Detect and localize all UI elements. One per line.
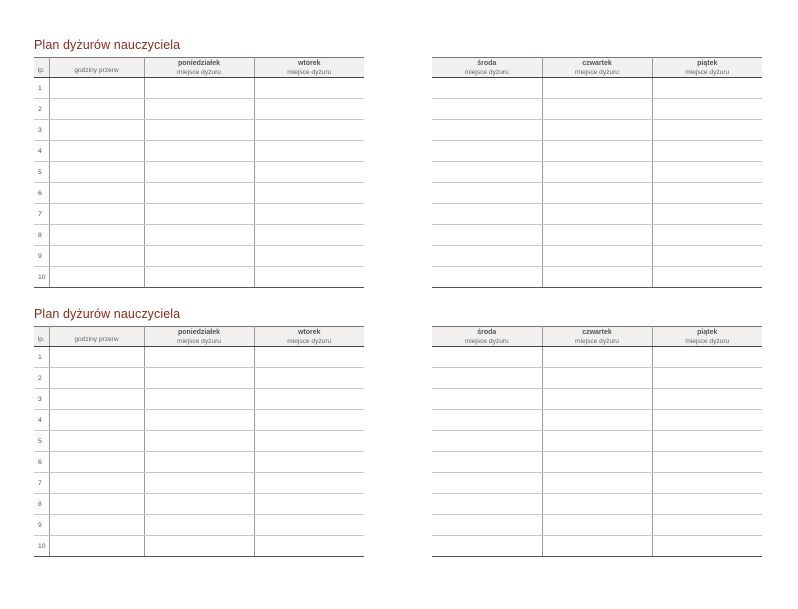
wednesday-duty-cell[interactable] [432, 347, 542, 368]
friday-duty-cell[interactable] [652, 141, 762, 162]
tuesday-duty-cell[interactable] [254, 473, 364, 494]
break-hours-cell[interactable] [49, 515, 144, 536]
monday-duty-cell[interactable] [144, 389, 254, 410]
duty-table-right [432, 326, 762, 557]
table-row [34, 99, 364, 120]
friday-duty-cell[interactable] [652, 204, 762, 225]
header-day-friday: piątek miejsce dyżuru [652, 327, 762, 347]
thursday-duty-cell[interactable] [542, 473, 652, 494]
thursday-duty-cell[interactable] [542, 431, 652, 452]
table-row [34, 78, 364, 99]
wednesday-duty-cell[interactable] [432, 368, 542, 389]
thursday-duty-cell[interactable] [542, 246, 652, 267]
table-row [432, 183, 762, 204]
table-row [34, 515, 364, 536]
friday-duty-cell[interactable] [652, 162, 762, 183]
monday-duty-cell[interactable] [144, 162, 254, 183]
table-row [432, 473, 762, 494]
monday-duty-cell[interactable] [144, 431, 254, 452]
friday-duty-cell[interactable] [652, 410, 762, 431]
wednesday-duty-cell[interactable] [432, 99, 542, 120]
table-row [432, 347, 762, 368]
wednesday-duty-cell[interactable] [432, 452, 542, 473]
thursday-duty-cell[interactable] [542, 267, 652, 288]
header-day-tuesday: wtorek miejsce dyżuru [254, 58, 364, 78]
break-hours-cell[interactable] [49, 267, 144, 288]
wednesday-duty-cell[interactable] [432, 246, 542, 267]
friday-duty-cell[interactable] [652, 494, 762, 515]
header-lp: lp. [34, 58, 49, 78]
header-breaks: godziny przerw [49, 58, 144, 78]
tuesday-duty-cell[interactable] [254, 225, 364, 246]
row-number: 7 [34, 204, 49, 225]
break-hours-cell[interactable] [49, 473, 144, 494]
friday-duty-cell[interactable] [652, 515, 762, 536]
header-day-wednesday: środa miejsce dyżuru [432, 327, 542, 347]
break-hours-cell[interactable] [49, 410, 144, 431]
row-number: 6 [34, 452, 49, 473]
row-number: 7 [34, 473, 49, 494]
thursday-duty-cell[interactable] [542, 78, 652, 99]
header-day-monday: poniedziałek miejsce dyżuru [144, 58, 254, 78]
table-row [34, 368, 364, 389]
monday-duty-cell[interactable] [144, 347, 254, 368]
table-row [432, 452, 762, 473]
row-number: 3 [34, 120, 49, 141]
friday-duty-cell[interactable] [652, 267, 762, 288]
row-number: 4 [34, 410, 49, 431]
break-hours-cell[interactable] [49, 368, 144, 389]
tuesday-duty-cell[interactable] [254, 99, 364, 120]
thursday-duty-cell[interactable] [542, 347, 652, 368]
monday-duty-cell[interactable] [144, 536, 254, 557]
table-row [432, 536, 762, 557]
table-header-row [34, 327, 364, 347]
break-hours-cell[interactable] [49, 225, 144, 246]
monday-duty-cell[interactable] [144, 494, 254, 515]
wednesday-duty-cell[interactable] [432, 162, 542, 183]
break-hours-cell[interactable] [49, 183, 144, 204]
table-row [432, 246, 762, 267]
break-hours-cell[interactable] [49, 431, 144, 452]
thursday-duty-cell[interactable] [542, 141, 652, 162]
table-row [34, 120, 364, 141]
friday-duty-cell[interactable] [652, 246, 762, 267]
table-header-row [432, 58, 762, 78]
table-row [432, 267, 762, 288]
break-hours-cell[interactable] [49, 78, 144, 99]
table-row [432, 78, 762, 99]
duty-table-left [34, 57, 364, 288]
monday-duty-cell[interactable] [144, 368, 254, 389]
table-row [34, 410, 364, 431]
friday-duty-cell[interactable] [652, 473, 762, 494]
thursday-duty-cell[interactable] [542, 389, 652, 410]
break-hours-cell[interactable] [49, 120, 144, 141]
wednesday-duty-cell[interactable] [432, 473, 542, 494]
table-row [34, 267, 364, 288]
tuesday-duty-cell[interactable] [254, 389, 364, 410]
monday-duty-cell[interactable] [144, 120, 254, 141]
monday-duty-cell[interactable] [144, 99, 254, 120]
monday-duty-cell[interactable] [144, 141, 254, 162]
row-number: 5 [34, 431, 49, 452]
tuesday-duty-cell[interactable] [254, 162, 364, 183]
monday-duty-cell[interactable] [144, 225, 254, 246]
tuesday-duty-cell[interactable] [254, 78, 364, 99]
row-number: 4 [34, 141, 49, 162]
header-breaks: godziny przerw [49, 327, 144, 347]
table-row [34, 183, 364, 204]
monday-duty-cell[interactable] [144, 204, 254, 225]
monday-duty-cell[interactable] [144, 515, 254, 536]
table-row [34, 141, 364, 162]
monday-duty-cell[interactable] [144, 78, 254, 99]
header-day-thursday: czwartek miejsce dyżuru [542, 58, 652, 78]
monday-duty-cell[interactable] [144, 246, 254, 267]
row-number: 1 [34, 347, 49, 368]
table-row [34, 431, 364, 452]
thursday-duty-cell[interactable] [542, 452, 652, 473]
table-header-row [34, 58, 364, 78]
header-day-friday: piątek miejsce dyżuru [652, 58, 762, 78]
monday-duty-cell[interactable] [144, 452, 254, 473]
friday-duty-cell[interactable] [652, 347, 762, 368]
monday-duty-cell[interactable] [144, 473, 254, 494]
thursday-duty-cell[interactable] [542, 410, 652, 431]
header-day-wednesday: środa miejsce dyżuru [432, 58, 542, 78]
friday-duty-cell[interactable] [652, 183, 762, 204]
page-title: Plan dyżurów nauczyciela [34, 38, 181, 52]
thursday-duty-cell[interactable] [542, 494, 652, 515]
thursday-duty-cell[interactable] [542, 99, 652, 120]
table-row [432, 120, 762, 141]
wednesday-duty-cell[interactable] [432, 494, 542, 515]
thursday-duty-cell[interactable] [542, 515, 652, 536]
monday-duty-cell[interactable] [144, 410, 254, 431]
wednesday-duty-cell[interactable] [432, 431, 542, 452]
table-row [34, 536, 364, 557]
wednesday-duty-cell[interactable] [432, 515, 542, 536]
table-row [432, 225, 762, 246]
header-day-thursday: czwartek miejsce dyżuru [542, 327, 652, 347]
row-number: 9 [34, 246, 49, 267]
thursday-duty-cell[interactable] [542, 162, 652, 183]
table-row [34, 347, 364, 368]
tuesday-duty-cell[interactable] [254, 141, 364, 162]
tuesday-duty-cell[interactable] [254, 120, 364, 141]
tuesday-duty-cell[interactable] [254, 347, 364, 368]
row-number: 6 [34, 183, 49, 204]
row-number: 10 [34, 536, 49, 557]
wednesday-duty-cell[interactable] [432, 204, 542, 225]
friday-duty-cell[interactable] [652, 225, 762, 246]
wednesday-duty-cell[interactable] [432, 183, 542, 204]
tuesday-duty-cell[interactable] [254, 204, 364, 225]
table-row [34, 494, 364, 515]
page-title: Plan dyżurów nauczyciela [34, 307, 181, 321]
table-row [432, 162, 762, 183]
wednesday-duty-cell[interactable] [432, 141, 542, 162]
row-number: 9 [34, 515, 49, 536]
row-number: 10 [34, 267, 49, 288]
tuesday-duty-cell[interactable] [254, 410, 364, 431]
wednesday-duty-cell[interactable] [432, 267, 542, 288]
row-number: 8 [34, 494, 49, 515]
table-row [34, 162, 364, 183]
wednesday-duty-cell[interactable] [432, 536, 542, 557]
friday-duty-cell[interactable] [652, 452, 762, 473]
table-row [432, 99, 762, 120]
thursday-duty-cell[interactable] [542, 536, 652, 557]
table-row [34, 204, 364, 225]
thursday-duty-cell[interactable] [542, 225, 652, 246]
friday-duty-cell[interactable] [652, 120, 762, 141]
row-number: 1 [34, 78, 49, 99]
break-hours-cell[interactable] [49, 452, 144, 473]
tuesday-duty-cell[interactable] [254, 536, 364, 557]
table-row [432, 141, 762, 162]
tuesday-duty-cell[interactable] [254, 452, 364, 473]
duty-table-left [34, 326, 364, 557]
header-day-monday: poniedziałek miejsce dyżuru [144, 327, 254, 347]
tuesday-duty-cell[interactable] [254, 246, 364, 267]
break-hours-cell[interactable] [49, 536, 144, 557]
thursday-duty-cell[interactable] [542, 204, 652, 225]
table-row [432, 515, 762, 536]
table-row [34, 389, 364, 410]
tuesday-duty-cell[interactable] [254, 431, 364, 452]
tuesday-duty-cell[interactable] [254, 494, 364, 515]
monday-duty-cell[interactable] [144, 183, 254, 204]
wednesday-duty-cell[interactable] [432, 410, 542, 431]
friday-duty-cell[interactable] [652, 389, 762, 410]
wednesday-duty-cell[interactable] [432, 78, 542, 99]
row-number: 2 [34, 99, 49, 120]
break-hours-cell[interactable] [49, 494, 144, 515]
monday-duty-cell[interactable] [144, 267, 254, 288]
wednesday-duty-cell[interactable] [432, 120, 542, 141]
row-number: 3 [34, 389, 49, 410]
wednesday-duty-cell[interactable] [432, 225, 542, 246]
break-hours-cell[interactable] [49, 347, 144, 368]
friday-duty-cell[interactable] [652, 368, 762, 389]
table-row [34, 246, 364, 267]
thursday-duty-cell[interactable] [542, 183, 652, 204]
break-hours-cell[interactable] [49, 389, 144, 410]
table-row [34, 473, 364, 494]
table-row [432, 368, 762, 389]
table-row [34, 452, 364, 473]
break-hours-cell[interactable] [49, 204, 144, 225]
table-header-row [432, 327, 762, 347]
table-row [432, 431, 762, 452]
tuesday-duty-cell[interactable] [254, 368, 364, 389]
break-hours-cell[interactable] [49, 141, 144, 162]
duty-table-right [432, 57, 762, 288]
row-number: 2 [34, 368, 49, 389]
table-row [432, 204, 762, 225]
header-lp: lp. [34, 327, 49, 347]
friday-duty-cell[interactable] [652, 536, 762, 557]
friday-duty-cell[interactable] [652, 78, 762, 99]
break-hours-cell[interactable] [49, 162, 144, 183]
table-row [432, 410, 762, 431]
friday-duty-cell[interactable] [652, 431, 762, 452]
tuesday-duty-cell[interactable] [254, 183, 364, 204]
row-number: 5 [34, 162, 49, 183]
table-row [432, 389, 762, 410]
tuesday-duty-cell[interactable] [254, 515, 364, 536]
break-hours-cell[interactable] [49, 99, 144, 120]
header-day-tuesday: wtorek miejsce dyżuru [254, 327, 364, 347]
tuesday-duty-cell[interactable] [254, 267, 364, 288]
table-row [34, 225, 364, 246]
row-number: 8 [34, 225, 49, 246]
table-row [432, 494, 762, 515]
thursday-duty-cell[interactable] [542, 120, 652, 141]
thursday-duty-cell[interactable] [542, 368, 652, 389]
friday-duty-cell[interactable] [652, 99, 762, 120]
wednesday-duty-cell[interactable] [432, 389, 542, 410]
break-hours-cell[interactable] [49, 246, 144, 267]
